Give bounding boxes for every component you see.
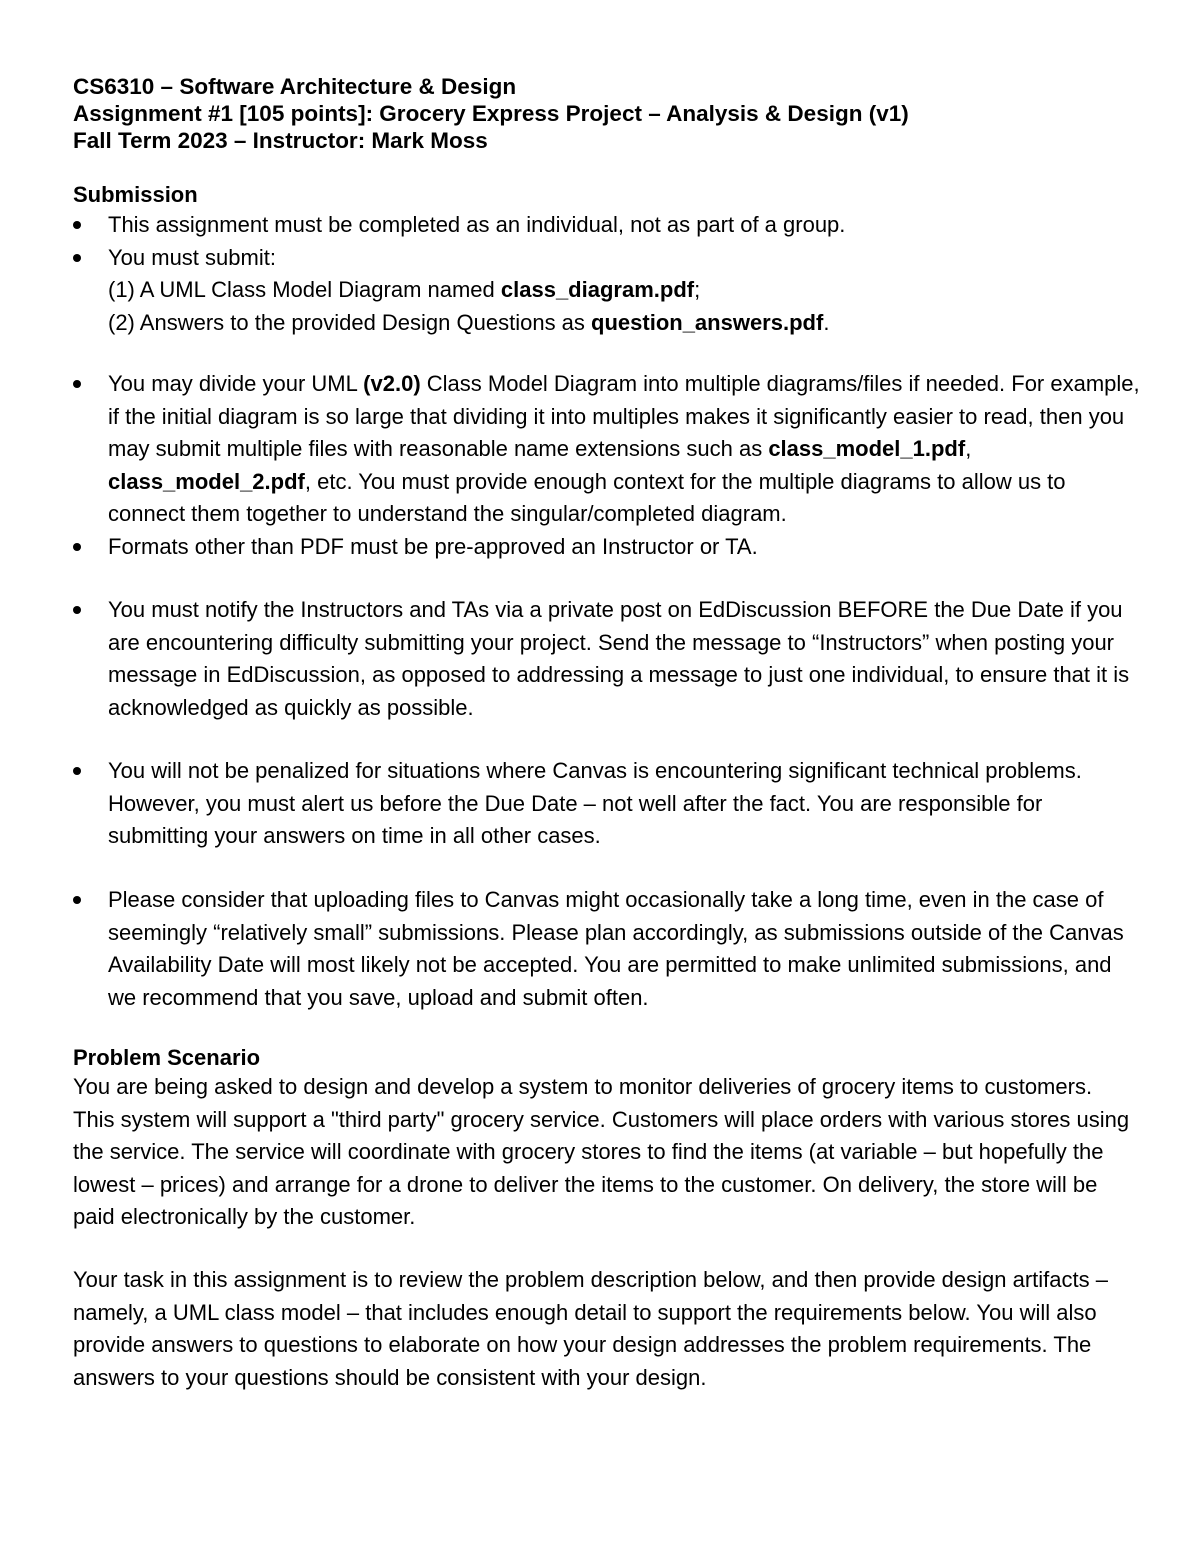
bullet-text: You must notify the Instructors and TAs via a private post on EdDiscussion BEFORE the Due Date if you are encountering difficulty submitting your project. Send the message to “Instructors” when posting your message in EdDiscussion, as opposed to addressing a message to just one individual, to ensure that it is acknowledged as quickly as possible. — [108, 597, 1130, 720]
filename-class-model-1: class_model_1.pdf — [768, 436, 966, 461]
submit-item-1: (1) A UML Class Model Diagram named class_diagram.pdf; — [108, 277, 701, 302]
bullet-icon — [73, 254, 81, 262]
bullet-text: You will not be penalized for situations where Canvas is encountering significant technical problems. However, you must alert us before the Due Date – not well after the fact. You are responsible for submitting your answers on time in all other cases. — [108, 758, 1082, 848]
filename-class-diagram: class_diagram.pdf — [500, 277, 695, 302]
uml-version: (v2.0) — [363, 371, 421, 396]
bullet-icon — [73, 380, 81, 388]
assignment-title: Assignment #1 [105 points]: Grocery Express Project – Analysis & Design (v1) — [73, 101, 909, 126]
bullet-divide-diagram: You may divide your UML (v2.0) Class Model Diagram into multiple diagrams/files if needed. For example, if the initial diagram is so large that dividing it into multiples makes it significantly easier to read, then you may submit multiple files with reasonable name extensions such as class_model_1.pdf, class_model_2.pdf, etc. You must provide enough context for the multiple diagrams to allow us to connect them together to understand the singular/completed diagram. Formats other than PDF must be pre-approved an Instructor or TA. — [73, 368, 1143, 563]
term-instructor: Fall Term 2023 – Instructor: Mark Moss — [73, 128, 488, 153]
bullet-canvas-problems — [73, 755, 1143, 853]
bullet-must-submit — [73, 242, 1143, 340]
problem-scenario-heading: Problem Scenario — [73, 1045, 261, 1070]
filename-question-answers: question_answers.pdf — [591, 309, 824, 335]
submission-list-1 — [73, 209, 1143, 339]
bullet-icon — [73, 543, 81, 551]
bullet-individual — [73, 209, 1143, 242]
submit-item-2: (2) Answers to the provided Design Questions as question_answers.pdf. — [108, 309, 830, 335]
bullet-icon — [73, 606, 81, 614]
bullet-text: You must submit: — [108, 244, 276, 270]
bullet-formats — [73, 531, 1143, 564]
problem-paragraph-1: You are being asked to design and develop a system to monitor deliveries of grocery items to customers. This system will support a "third party" grocery service. Customers will place orders with various stores using the service. The service will coordinate with grocery stores to find the items (at variable – but hopefully the lowest – prices) and arrange for a drone to deliver the items to the customer. On delivery, the store will be paid electronically by the customer. — [73, 1074, 1130, 1229]
bullet-icon — [73, 896, 81, 904]
submission-heading: Submission — [73, 182, 198, 207]
problem-paragraph-2: Your task in this assignment is to review the problem description below, and then provide design artifacts – namely, a UML class model – that includes enough detail to support the requirements below. You will also provide answers to questions to elaborate on how your design addresses the problem requirements. The answers to your questions should be consistent with your design. — [73, 1267, 1108, 1390]
document-header — [73, 73, 909, 154]
bullet-icon — [73, 221, 81, 229]
bullet-text: This assignment must be completed as an individual, not as part of a group. — [108, 212, 846, 237]
filename-class-model-2: class_model_2.pdf — [108, 468, 305, 494]
course-title: CS6310 – Software Architecture & Design — [73, 74, 517, 99]
bullet-text: Formats other than PDF must be pre-approved an Instructor or TA. — [108, 533, 758, 559]
bullet-icon — [73, 767, 81, 775]
bullet-text: Please consider that uploading files to Canvas might occasionally take a long time, even in the case of seemingly “relatively small” submissions. Please plan accordingly, as submissions outside of the Canvas Availability Date will most likely not be accepted. You are permitted to make unlimited submissions, and we recommend that you save, upload and submit often. — [108, 887, 1124, 1010]
bullet-uploading — [73, 884, 1143, 1014]
bullet-notify — [73, 594, 1143, 724]
